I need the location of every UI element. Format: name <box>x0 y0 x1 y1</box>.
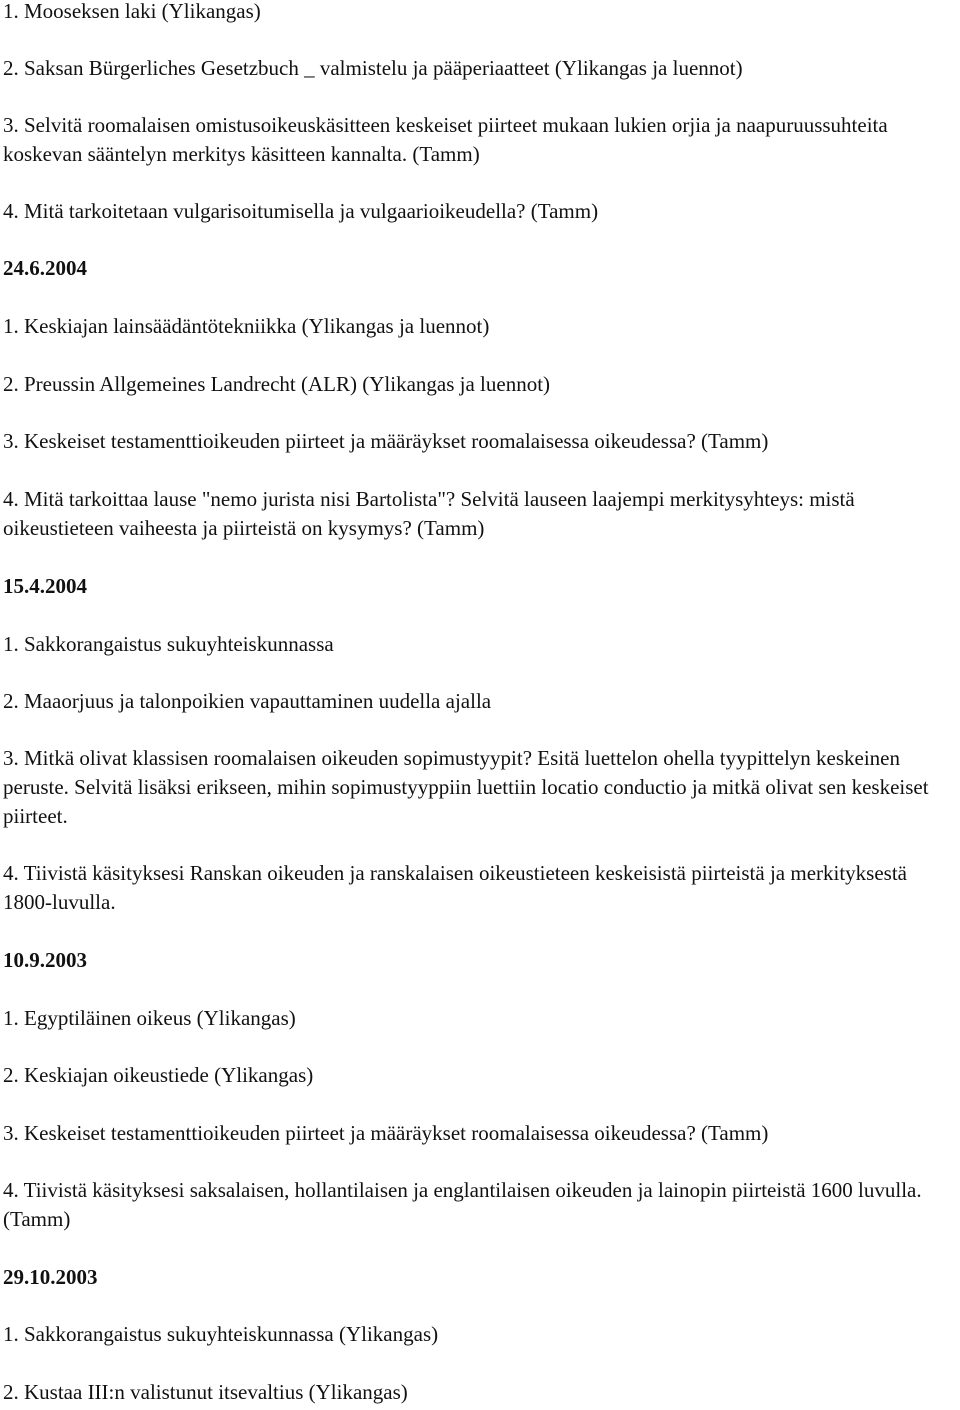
question-item: 1. Keskiajan lainsäädäntötekniikka (Ylikangas ja luennot) <box>3 314 490 338</box>
question-item: 2. Preussin Allgemeines Landrecht (ALR) (Ylikangas ja luennot) <box>3 372 551 396</box>
exam-date-heading: 24.6.2004 <box>3 256 87 280</box>
question-item: 3. Mitkä olivat klassisen roomalaisen oikeuden sopimustyypit? Esitä luettelon ohella tyypittelyn keskeinen peruste. Selvitä lisäksi erikseen, mihin sopimustyyppiin luettiin locatio conductio ja mitkä olivat sen keskeiset piirteet. <box>3 746 929 828</box>
question-item: 4. Tiivistä käsityksesi saksalaisen, hollantilaisen ja englantilaisen oikeuden ja lainopin piirteistä 1600 luvulla. (Tamm) <box>3 1178 922 1231</box>
question-item: 1. Sakkorangaistus sukuyhteiskunnassa <box>3 632 334 656</box>
exam-date-heading: 29.10.2003 <box>3 1265 98 1289</box>
question-item: 4. Mitä tarkoitetaan vulgarisoitumisella ja vulgaarioikeudella? (Tamm) <box>3 199 599 223</box>
question-item: 3. Keskeiset testamenttioikeuden piirteet ja määräykset roomalaisessa oikeudessa? (Tamm) <box>3 1121 769 1145</box>
question-item: 1. Egyptiläinen oikeus (Ylikangas) <box>3 1006 296 1030</box>
question-item: 2. Maaorjuus ja talonpoikien vapauttaminen uudella ajalla <box>3 689 492 713</box>
question-item: 2. Kustaa III:n valistunut itsevaltius (Ylikangas) <box>3 1380 408 1404</box>
question-item: 2. Keskiajan oikeustiede (Ylikangas) <box>3 1063 314 1087</box>
question-item: 1. Mooseksen laki (Ylikangas) <box>3 0 261 23</box>
question-item: 3. Selvitä roomalaisen omistusoikeuskäsitteen keskeiset piirteet mukaan lukien orjia ja naapuruussuhteita koskevan sääntelyn merkitys käsitteen kannalta. (Tamm) <box>3 113 888 166</box>
exam-date-heading: 15.4.2004 <box>3 574 87 598</box>
question-item: 3. Keskeiset testamenttioikeuden piirteet ja määräykset roomalaisessa oikeudessa? (Tamm) <box>3 429 769 453</box>
question-item: 4. Mitä tarkoittaa lause "nemo jurista nisi Bartolista"? Selvitä lauseen laajempi merkitysyhteys: mistä oikeustieteen vaiheesta ja piirteistä on kysymys? (Tamm) <box>3 487 855 540</box>
question-item: 4. Tiivistä käsityksesi Ranskan oikeuden ja ranskalaisen oikeustieteen keskeisistä piirteistä ja merkityksestä 1800-luvulla. <box>3 861 907 914</box>
exam-date-heading: 10.9.2003 <box>3 948 87 972</box>
question-item: 1. Sakkorangaistus sukuyhteiskunnassa (Ylikangas) <box>3 1322 439 1346</box>
question-item: 2. Saksan Bürgerliches Gesetzbuch _ valmistelu ja pääperiaatteet (Ylikangas ja luennot) <box>3 56 743 80</box>
